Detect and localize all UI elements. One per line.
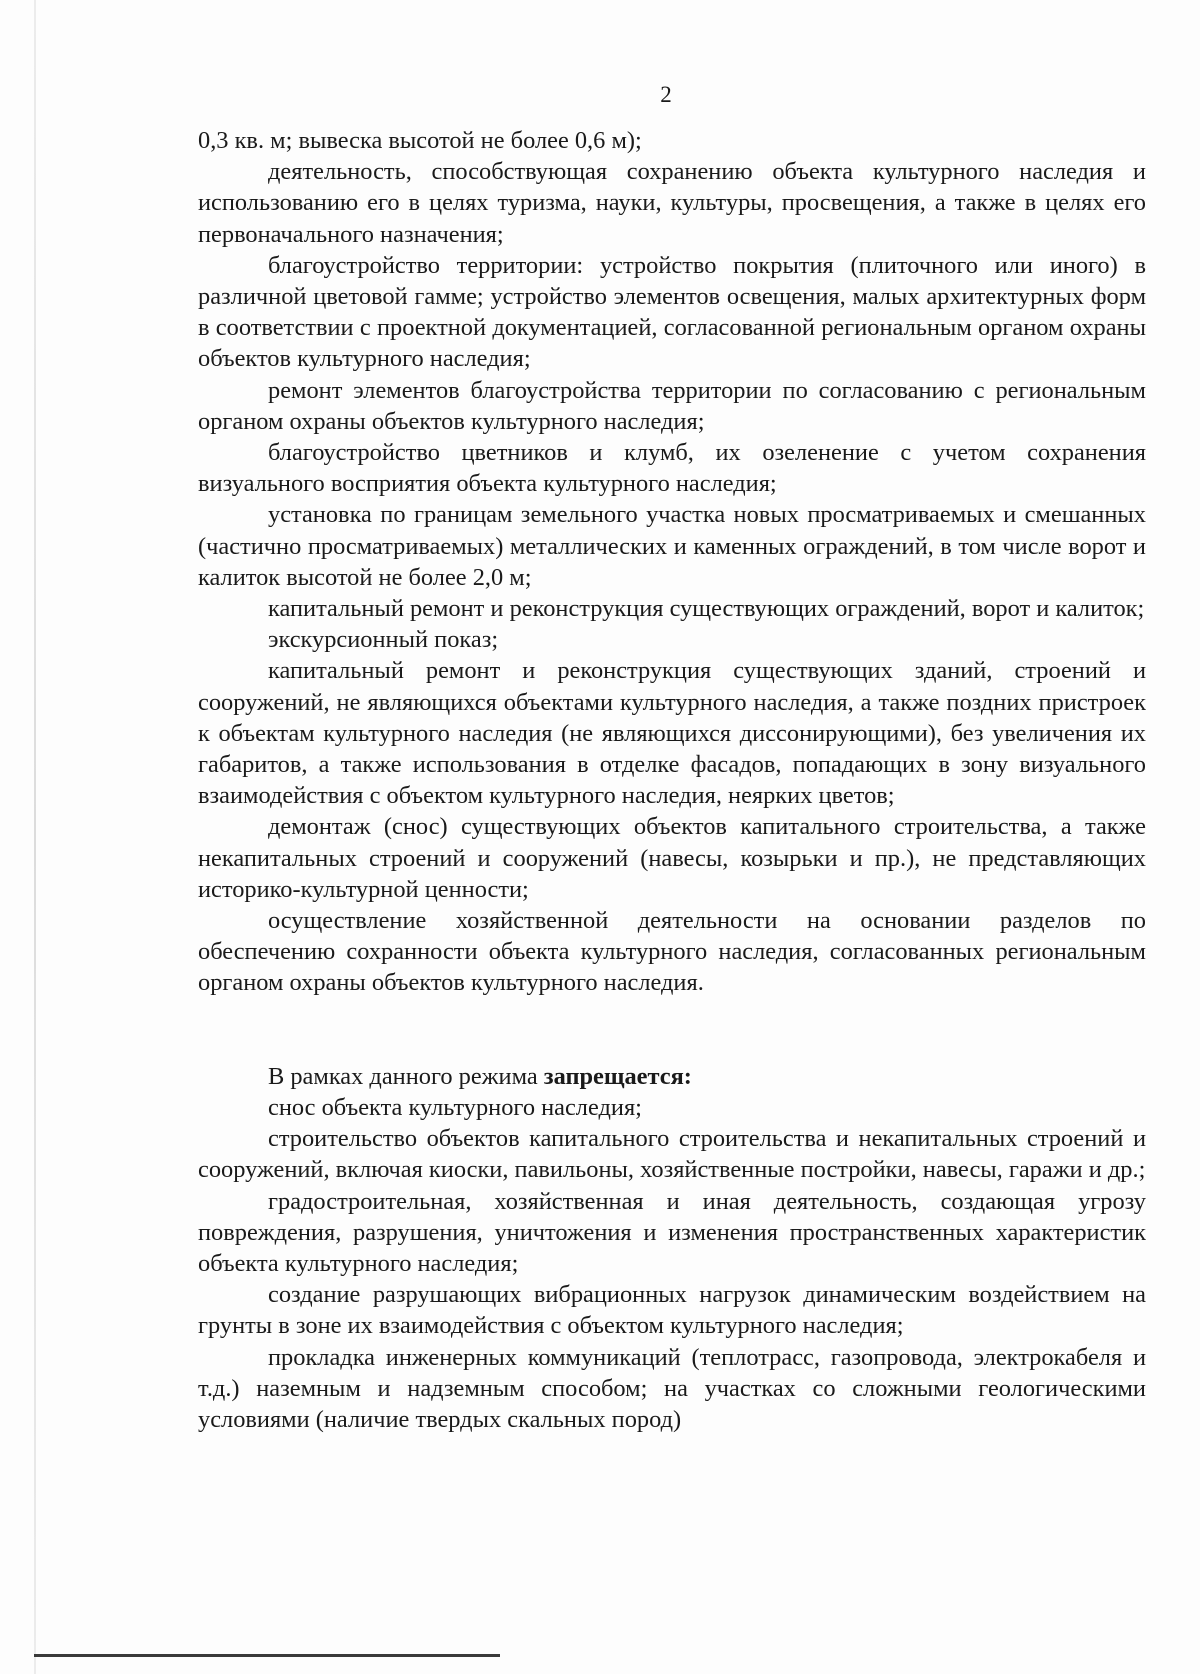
paragraph: демонтаж (снос) существующих объектов капитального строительства, а также некапитальных строений и сооружений (навесы, козырьки и пр.), не представляющих историко-культурной ценности; xyxy=(198,813,1146,903)
paragraph: капитальный ремонт и реконструкция существующих зданий, строений и сооружений, не являющихся объектами культурного наследия, а также поздних пристроек к объектам культурного наследия (не являющихся диссонирующими), без увеличения их габаритов, а также использования в отделке фасадов, попадающих в зону визуального взаимодействия с объектом культурного наследия, неярких цветов; xyxy=(198,657,1146,810)
paragraph: снос объекта культурного наследия; xyxy=(268,1093,642,1121)
document-body xyxy=(198,125,1146,1435)
prohibited-heading xyxy=(198,1061,1146,1092)
paragraph: ремонт элементов благоустройства территории по согласованию с региональным органом охраны объектов культурного наследия; xyxy=(198,376,1146,435)
paragraph: капитальный ремонт и реконструкция существующих ограждений, ворот и калиток; xyxy=(268,595,1145,623)
paragraph: создание разрушающих вибрационных нагрузок динамическим воздействием на грунты в зоне их взаимодействия с объектом культурного наследия; xyxy=(198,1281,1146,1340)
paragraph: установка по границам земельного участка новых просматриваемых и смешанных (частично просматриваемых) металлических и каменных ограждений, в том числе ворот и калиток высотой не более 2,0 м; xyxy=(198,501,1146,591)
prohibited-intro: В рамках данного режима xyxy=(268,1062,544,1090)
prohibited-label: запрещается: xyxy=(543,1062,692,1090)
paragraph: благоустройство территории: устройство покрытия (плиточного или иного) в различной цветовой гамме; устройство элементов освещения, малых архитектурных форм в соответствии с проектной документацией, согласованной региональным органом охраны объектов культурного наследия; xyxy=(198,251,1146,373)
paragraph: строительство объектов капитального строительства и некапитальных строений и сооружений, включая киоски, павильоны, хозяйственные постройки, навесы, гаражи и др.; xyxy=(198,1125,1146,1184)
paragraph: прокладка инженерных коммуникаций (теплотрасс, газопровода, электрокабеля и т.д.) наземным и надземным способом; на участках со сложными геологическими условиями (наличие твердых скальных пород) xyxy=(198,1343,1146,1433)
footer-rule xyxy=(34,1654,500,1657)
paragraph: деятельность, способствующая сохранению объекта культурного наследия и использованию его в целях туризма, науки, культуры, просвещения, а также в целях его первоначального назначения; xyxy=(198,158,1146,248)
scan-edge-line xyxy=(34,0,36,1674)
paragraph: градостроительная, хозяйственная и иная деятельность, создающая угрозу повреждения, разрушения, уничтожения и изменения пространственных характеристик объекта культурного наследия; xyxy=(198,1187,1146,1277)
section-gap xyxy=(198,999,1146,1061)
paragraph: благоустройство цветников и клумб, их озеленение с учетом сохранения визуального восприятия объекта культурного наследия; xyxy=(198,439,1146,498)
paragraph: 0,3 кв. м; вывеска высотой не более 0,6 м); xyxy=(198,127,642,154)
paragraph: осуществление хозяйственной деятельности на основании разделов по обеспечению сохранности объекта культурного наследия, согласованных региональным органом охраны объектов культурного наследия. xyxy=(198,907,1146,997)
paragraph: экскурсионный показ; xyxy=(268,626,499,654)
page-number: 2 xyxy=(660,82,672,107)
